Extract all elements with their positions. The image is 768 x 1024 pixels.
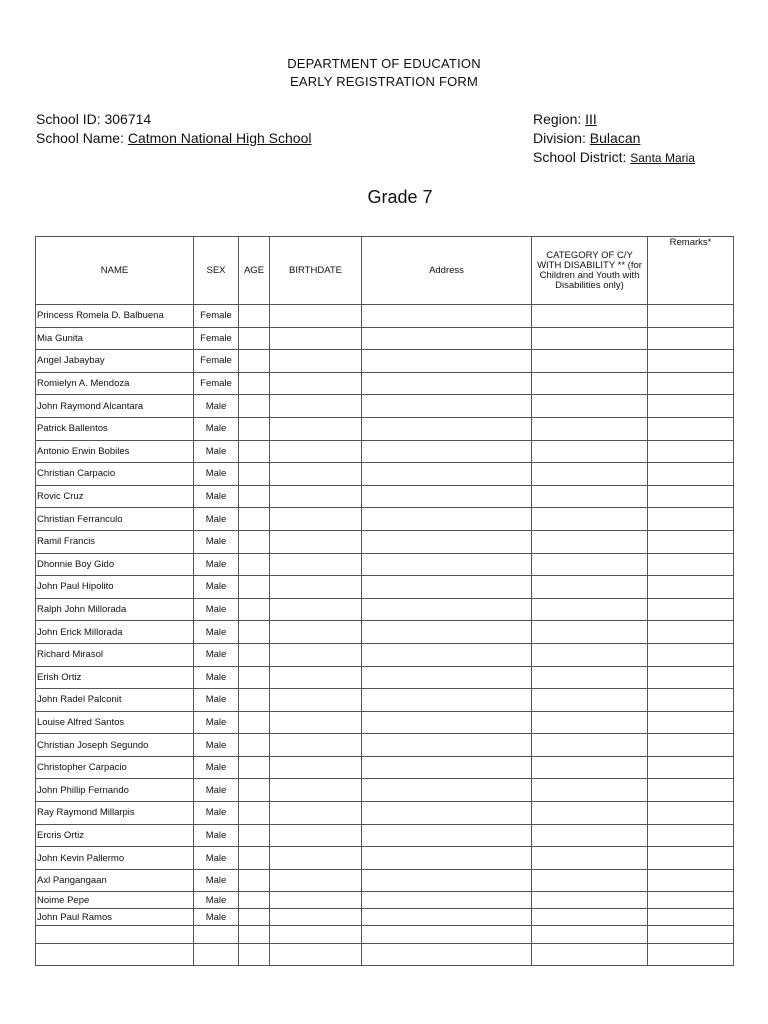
cell-remarks <box>648 847 734 870</box>
cell-address <box>362 734 532 757</box>
cell-remarks <box>648 802 734 825</box>
header-sex: SEX <box>194 237 239 305</box>
cell-name: Mia Gunita <box>36 327 194 350</box>
region-value: III <box>585 111 597 127</box>
school-name-value: Catmon National High School <box>127 130 312 146</box>
table-row <box>36 779 734 802</box>
cell-category <box>532 598 648 621</box>
cell-name: Christian Joseph Segundo <box>36 734 194 757</box>
cell-address <box>362 892 532 909</box>
cell-sex: Male <box>194 530 239 553</box>
table-row <box>36 734 734 757</box>
cell-name: John Erick Millorada <box>36 621 194 644</box>
cell-address <box>362 711 532 734</box>
cell-category <box>532 417 648 440</box>
cell-name: Patrick Ballentos <box>36 417 194 440</box>
cell-name <box>36 926 194 944</box>
cell-remarks <box>648 643 734 666</box>
cell-birthdate <box>270 711 362 734</box>
cell-sex: Male <box>194 598 239 621</box>
cell-remarks <box>648 944 734 966</box>
cell-name: Dhonnie Boy Gido <box>36 553 194 576</box>
cell-name: Romielyn A. Mendoza <box>36 372 194 395</box>
form-title: EARLY REGISTRATION FORM <box>289 74 479 89</box>
cell-birthdate <box>270 666 362 689</box>
cell-category <box>532 689 648 712</box>
empty-row <box>36 926 734 944</box>
cell-birthdate <box>270 327 362 350</box>
cell-remarks <box>648 305 734 328</box>
cell-category <box>532 463 648 486</box>
table-row <box>36 463 734 486</box>
table-row <box>36 689 734 712</box>
cell-birthdate <box>270 779 362 802</box>
cell-name: John Raymond Alcantara <box>36 395 194 418</box>
department-title: DEPARTMENT OF EDUCATION <box>287 56 481 71</box>
cell-address <box>362 372 532 395</box>
table-row <box>36 395 734 418</box>
table-body <box>36 305 734 966</box>
cell-sex: Male <box>194 689 239 712</box>
cell-sex: Male <box>194 779 239 802</box>
table-row <box>36 327 734 350</box>
cell-name: Antonio Erwin Bobiles <box>36 440 194 463</box>
cell-category <box>532 847 648 870</box>
cell-sex: Male <box>194 909 239 926</box>
cell-name: Louise Alfred Santos <box>36 711 194 734</box>
cell-sex: Male <box>194 756 239 779</box>
header-address: Address <box>362 237 532 305</box>
cell-remarks <box>648 508 734 531</box>
table-row <box>36 576 734 599</box>
cell-sex: Male <box>194 485 239 508</box>
cell-address <box>362 802 532 825</box>
school-name-label: School Name: <box>36 130 124 146</box>
cell-address <box>362 305 532 328</box>
table-row <box>36 909 734 926</box>
district-line <box>533 149 695 165</box>
cell-birthdate <box>270 598 362 621</box>
cell-category <box>532 643 648 666</box>
cell-birthdate <box>270 576 362 599</box>
cell-name: Rovic Cruz <box>36 485 194 508</box>
cell-address <box>362 666 532 689</box>
cell-address <box>362 440 532 463</box>
cell-birthdate <box>270 417 362 440</box>
cell-category <box>532 909 648 926</box>
cell-category <box>532 350 648 373</box>
cell-age <box>239 530 270 553</box>
cell-birthdate <box>270 372 362 395</box>
cell-age <box>239 395 270 418</box>
cell-name: Christopher Carpacio <box>36 756 194 779</box>
cell-name: John Kevin Pallermo <box>36 847 194 870</box>
cell-address <box>362 485 532 508</box>
cell-remarks <box>648 576 734 599</box>
cell-sex: Male <box>194 711 239 734</box>
cell-name: Ralph John Millorada <box>36 598 194 621</box>
region-label: Region: <box>533 111 582 127</box>
cell-birthdate <box>270 892 362 909</box>
cell-age <box>239 553 270 576</box>
cell-category <box>532 892 648 909</box>
cell-category <box>532 553 648 576</box>
cell-age <box>239 926 270 944</box>
cell-name: Christian Ferranculo <box>36 508 194 531</box>
school-id-label: School ID: <box>36 111 101 127</box>
division-line <box>533 130 640 146</box>
cell-name: John Paul Ramos <box>36 909 194 926</box>
cell-category <box>532 485 648 508</box>
cell-address <box>362 395 532 418</box>
cell-address <box>362 909 532 926</box>
cell-age <box>239 417 270 440</box>
cell-address <box>362 530 532 553</box>
cell-category <box>532 944 648 966</box>
cell-sex: Male <box>194 847 239 870</box>
cell-sex: Male <box>194 643 239 666</box>
cell-age <box>239 305 270 328</box>
cell-birthdate <box>270 909 362 926</box>
cell-age <box>239 711 270 734</box>
cell-birthdate <box>270 350 362 373</box>
cell-sex: Male <box>194 553 239 576</box>
table-row <box>36 802 734 825</box>
cell-remarks <box>648 824 734 847</box>
cell-remarks <box>648 734 734 757</box>
cell-age <box>239 576 270 599</box>
cell-sex: Male <box>194 869 239 892</box>
cell-birthdate <box>270 756 362 779</box>
table-row <box>36 892 734 909</box>
cell-category <box>532 395 648 418</box>
cell-sex: Male <box>194 824 239 847</box>
cell-remarks <box>648 350 734 373</box>
table-row <box>36 869 734 892</box>
cell-category <box>532 372 648 395</box>
table-row <box>36 508 734 531</box>
cell-name <box>36 944 194 966</box>
cell-address <box>362 689 532 712</box>
table-row <box>36 417 734 440</box>
cell-address <box>362 327 532 350</box>
table-row <box>36 666 734 689</box>
cell-age <box>239 485 270 508</box>
cell-address <box>362 643 532 666</box>
cell-age <box>239 779 270 802</box>
cell-name: Noime Pepe <box>36 892 194 909</box>
cell-remarks <box>648 530 734 553</box>
cell-birthdate <box>270 305 362 328</box>
school-id-value: 306714 <box>104 111 152 127</box>
division-label: Division: <box>533 130 586 146</box>
cell-age <box>239 666 270 689</box>
cell-remarks <box>648 485 734 508</box>
table-row <box>36 621 734 644</box>
cell-category <box>532 756 648 779</box>
cell-sex: Male <box>194 395 239 418</box>
table-row <box>36 350 734 373</box>
cell-birthdate <box>270 824 362 847</box>
table-row <box>36 485 734 508</box>
region-line <box>533 111 597 127</box>
cell-birthdate <box>270 734 362 757</box>
cell-remarks <box>648 869 734 892</box>
header-remarks: Remarks* <box>648 237 734 305</box>
cell-birthdate <box>270 869 362 892</box>
table-row <box>36 598 734 621</box>
cell-sex: Male <box>194 440 239 463</box>
cell-age <box>239 734 270 757</box>
cell-category <box>532 779 648 802</box>
cell-category <box>532 869 648 892</box>
cell-sex: Male <box>194 576 239 599</box>
cell-remarks <box>648 892 734 909</box>
cell-address <box>362 598 532 621</box>
cell-category <box>532 621 648 644</box>
cell-birthdate <box>270 689 362 712</box>
cell-remarks <box>648 598 734 621</box>
cell-name: Princess Romela D. Balbuena <box>36 305 194 328</box>
cell-category <box>532 802 648 825</box>
cell-remarks <box>648 689 734 712</box>
header-name: NAME <box>36 237 194 305</box>
cell-remarks <box>648 463 734 486</box>
table-row <box>36 711 734 734</box>
cell-remarks <box>648 909 734 926</box>
cell-birthdate <box>270 847 362 870</box>
cell-name: Axl Pangangaan <box>36 869 194 892</box>
cell-birthdate <box>270 463 362 486</box>
empty-row <box>36 944 734 966</box>
table-row <box>36 372 734 395</box>
cell-remarks <box>648 756 734 779</box>
cell-category <box>532 711 648 734</box>
cell-sex: Female <box>194 327 239 350</box>
cell-remarks <box>648 417 734 440</box>
cell-sex: Female <box>194 350 239 373</box>
cell-age <box>239 824 270 847</box>
cell-name: Christian Carpacio <box>36 463 194 486</box>
cell-category <box>532 666 648 689</box>
cell-age <box>239 440 270 463</box>
cell-birthdate <box>270 621 362 644</box>
cell-age <box>239 847 270 870</box>
cell-address <box>362 944 532 966</box>
cell-address <box>362 508 532 531</box>
cell-remarks <box>648 327 734 350</box>
cell-sex: Male <box>194 508 239 531</box>
cell-sex: Male <box>194 892 239 909</box>
cell-remarks <box>648 666 734 689</box>
cell-address <box>362 869 532 892</box>
cell-birthdate <box>270 926 362 944</box>
header-age: AGE <box>239 237 270 305</box>
cell-age <box>239 621 270 644</box>
cell-address <box>362 824 532 847</box>
cell-sex <box>194 926 239 944</box>
cell-category <box>532 926 648 944</box>
district-label: School District: <box>533 149 627 165</box>
cell-remarks <box>648 711 734 734</box>
cell-age <box>239 598 270 621</box>
cell-birthdate <box>270 643 362 666</box>
table-row <box>36 530 734 553</box>
cell-sex: Male <box>194 417 239 440</box>
cell-sex: Male <box>194 802 239 825</box>
cell-age <box>239 643 270 666</box>
cell-sex: Male <box>194 734 239 757</box>
cell-birthdate <box>270 395 362 418</box>
cell-address <box>362 576 532 599</box>
cell-category <box>532 327 648 350</box>
cell-age <box>239 944 270 966</box>
cell-address <box>362 779 532 802</box>
cell-birthdate <box>270 802 362 825</box>
cell-category <box>532 530 648 553</box>
cell-age <box>239 327 270 350</box>
table-row <box>36 847 734 870</box>
cell-sex <box>194 944 239 966</box>
table-row <box>36 553 734 576</box>
cell-birthdate <box>270 553 362 576</box>
cell-remarks <box>648 395 734 418</box>
cell-name: John Phillip Fernando <box>36 779 194 802</box>
cell-birthdate <box>270 485 362 508</box>
cell-age <box>239 756 270 779</box>
cell-birthdate <box>270 508 362 531</box>
cell-age <box>239 508 270 531</box>
cell-name: Ray Raymond Millarpis <box>36 802 194 825</box>
cell-sex: Male <box>194 666 239 689</box>
cell-remarks <box>648 440 734 463</box>
cell-address <box>362 847 532 870</box>
cell-remarks <box>648 926 734 944</box>
division-value: Bulacan <box>589 130 641 146</box>
cell-name: Angel Jabaybay <box>36 350 194 373</box>
header-category-disability: CATEGORY OF C/Y WITH DISABILITY ** (for Children and Youth with Disabilities only) <box>532 237 648 305</box>
school-id-line <box>36 111 151 127</box>
cell-age <box>239 869 270 892</box>
district-value: Santa Maria <box>630 151 695 165</box>
table-row <box>36 305 734 328</box>
cell-sex: Female <box>194 305 239 328</box>
cell-age <box>239 372 270 395</box>
cell-name: Erish Ortiz <box>36 666 194 689</box>
cell-address <box>362 417 532 440</box>
cell-address <box>362 463 532 486</box>
cell-address <box>362 756 532 779</box>
table-row <box>36 440 734 463</box>
cell-address <box>362 926 532 944</box>
cell-category <box>532 734 648 757</box>
cell-age <box>239 350 270 373</box>
cell-remarks <box>648 779 734 802</box>
cell-age <box>239 689 270 712</box>
cell-address <box>362 553 532 576</box>
cell-age <box>239 463 270 486</box>
cell-name: Ercris Ortiz <box>36 824 194 847</box>
cell-category <box>532 508 648 531</box>
grade-title: Grade 7 <box>367 187 433 207</box>
table-row <box>36 756 734 779</box>
cell-address <box>362 621 532 644</box>
table-header-row <box>36 237 734 305</box>
cell-name: Ramil Francis <box>36 530 194 553</box>
table-row <box>36 643 734 666</box>
table-row <box>36 824 734 847</box>
cell-age <box>239 802 270 825</box>
cell-name: John Radel Palconit <box>36 689 194 712</box>
cell-birthdate <box>270 440 362 463</box>
cell-birthdate <box>270 944 362 966</box>
cell-sex: Male <box>194 463 239 486</box>
cell-birthdate <box>270 530 362 553</box>
cell-age <box>239 909 270 926</box>
header-birthdate: BIRTHDATE <box>270 237 362 305</box>
cell-address <box>362 350 532 373</box>
cell-sex: Male <box>194 621 239 644</box>
cell-category <box>532 440 648 463</box>
cell-category <box>532 824 648 847</box>
cell-remarks <box>648 553 734 576</box>
cell-remarks <box>648 372 734 395</box>
cell-name: Richard Mirasol <box>36 643 194 666</box>
cell-category <box>532 305 648 328</box>
cell-remarks <box>648 621 734 644</box>
school-name-line <box>36 130 311 146</box>
cell-sex: Female <box>194 372 239 395</box>
cell-age <box>239 892 270 909</box>
cell-category <box>532 576 648 599</box>
registration-table <box>35 236 734 966</box>
cell-name: John Paul Hipolito <box>36 576 194 599</box>
